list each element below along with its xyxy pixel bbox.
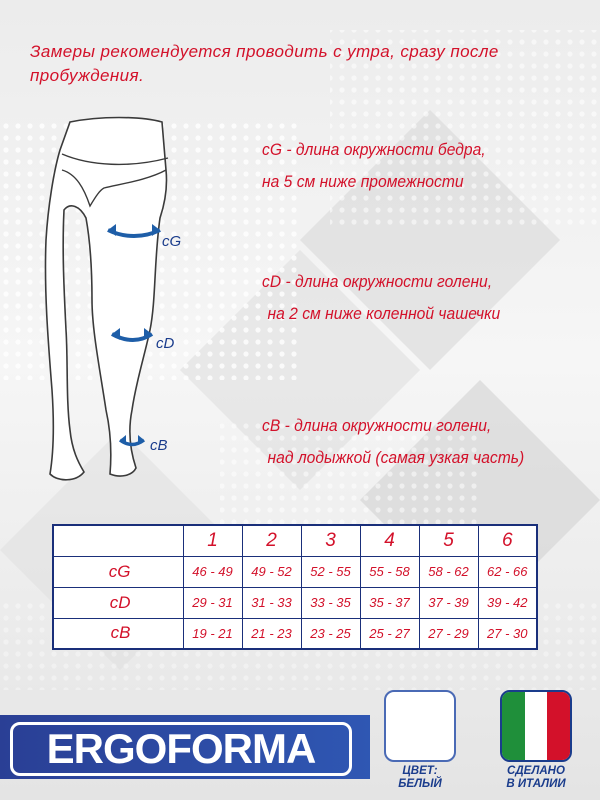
table-cell: 52 - 55 [301, 556, 360, 587]
size-header-row [53, 525, 537, 556]
marker-label-cg: cG [162, 233, 182, 250]
table-cell: 62 - 66 [478, 556, 537, 587]
row-label: cG [53, 556, 183, 587]
size-header: 4 [360, 525, 419, 556]
description-cb-line2: над лодыжкой (самая узкая часть) [267, 448, 525, 467]
table-cell: 21 - 23 [242, 618, 301, 649]
table-cell: 27 - 29 [419, 618, 478, 649]
marker-label-cd: cD [156, 335, 175, 352]
table-cell: 25 - 27 [360, 618, 419, 649]
size-table [52, 524, 538, 650]
brand-logo [10, 722, 352, 776]
legs-outline [45, 118, 166, 480]
table-cell: 33 - 35 [301, 587, 360, 618]
table-row [53, 618, 537, 649]
table-cell: 23 - 25 [301, 618, 360, 649]
size-header: 6 [478, 525, 537, 556]
description-cd [262, 266, 500, 330]
description-cg-line2: на 5 см ниже промежности [262, 172, 464, 191]
size-header: 3 [301, 525, 360, 556]
description-cg-line1: cG - длина окружности бедра, [262, 140, 486, 159]
origin-label-line1: СДЕЛАНО [507, 765, 565, 777]
table-cell: 49 - 52 [242, 556, 301, 587]
table-corner-cell [53, 525, 183, 556]
table-row [53, 556, 537, 587]
table-cell: 35 - 37 [360, 587, 419, 618]
origin-label [491, 765, 581, 791]
description-cd-line2: на 2 см ниже коленной чашечки [267, 304, 501, 323]
description-cg [262, 134, 486, 198]
description-cd-line1: cD - длина окружности голени, [262, 272, 493, 291]
table-cell: 19 - 21 [183, 618, 242, 649]
table-cell: 31 - 33 [242, 587, 301, 618]
origin-label-line2: В ИТАЛИИ [506, 778, 566, 790]
description-cb [262, 410, 524, 474]
row-label: cD [53, 587, 183, 618]
color-label [375, 765, 465, 791]
brand-name: ERGOFORMA [46, 725, 316, 772]
description-cb-line1: cB - длина окружности голени, [262, 416, 492, 435]
marker-label-cb: cB [150, 437, 168, 454]
table-cell: 29 - 31 [183, 587, 242, 618]
headline: Замеры рекомендуется проводить с утра, сразу после пробуждения. [30, 42, 499, 85]
table-row [53, 587, 537, 618]
italy-flag-icon [500, 690, 572, 762]
table-cell: 27 - 30 [478, 618, 537, 649]
table-cell: 55 - 58 [360, 556, 419, 587]
size-table-wrap [52, 524, 538, 650]
size-header: 1 [183, 525, 242, 556]
table-cell: 58 - 62 [419, 556, 478, 587]
legs-illustration [40, 110, 200, 490]
color-label-line1: ЦВЕТ: [402, 765, 438, 777]
table-cell: 39 - 42 [478, 587, 537, 618]
row-label: cB [53, 618, 183, 649]
color-swatch-white [384, 690, 456, 762]
table-cell: 46 - 49 [183, 556, 242, 587]
color-label-line2: БЕЛЫЙ [398, 778, 442, 790]
size-header: 5 [419, 525, 478, 556]
size-header: 2 [242, 525, 301, 556]
table-cell: 37 - 39 [419, 587, 478, 618]
